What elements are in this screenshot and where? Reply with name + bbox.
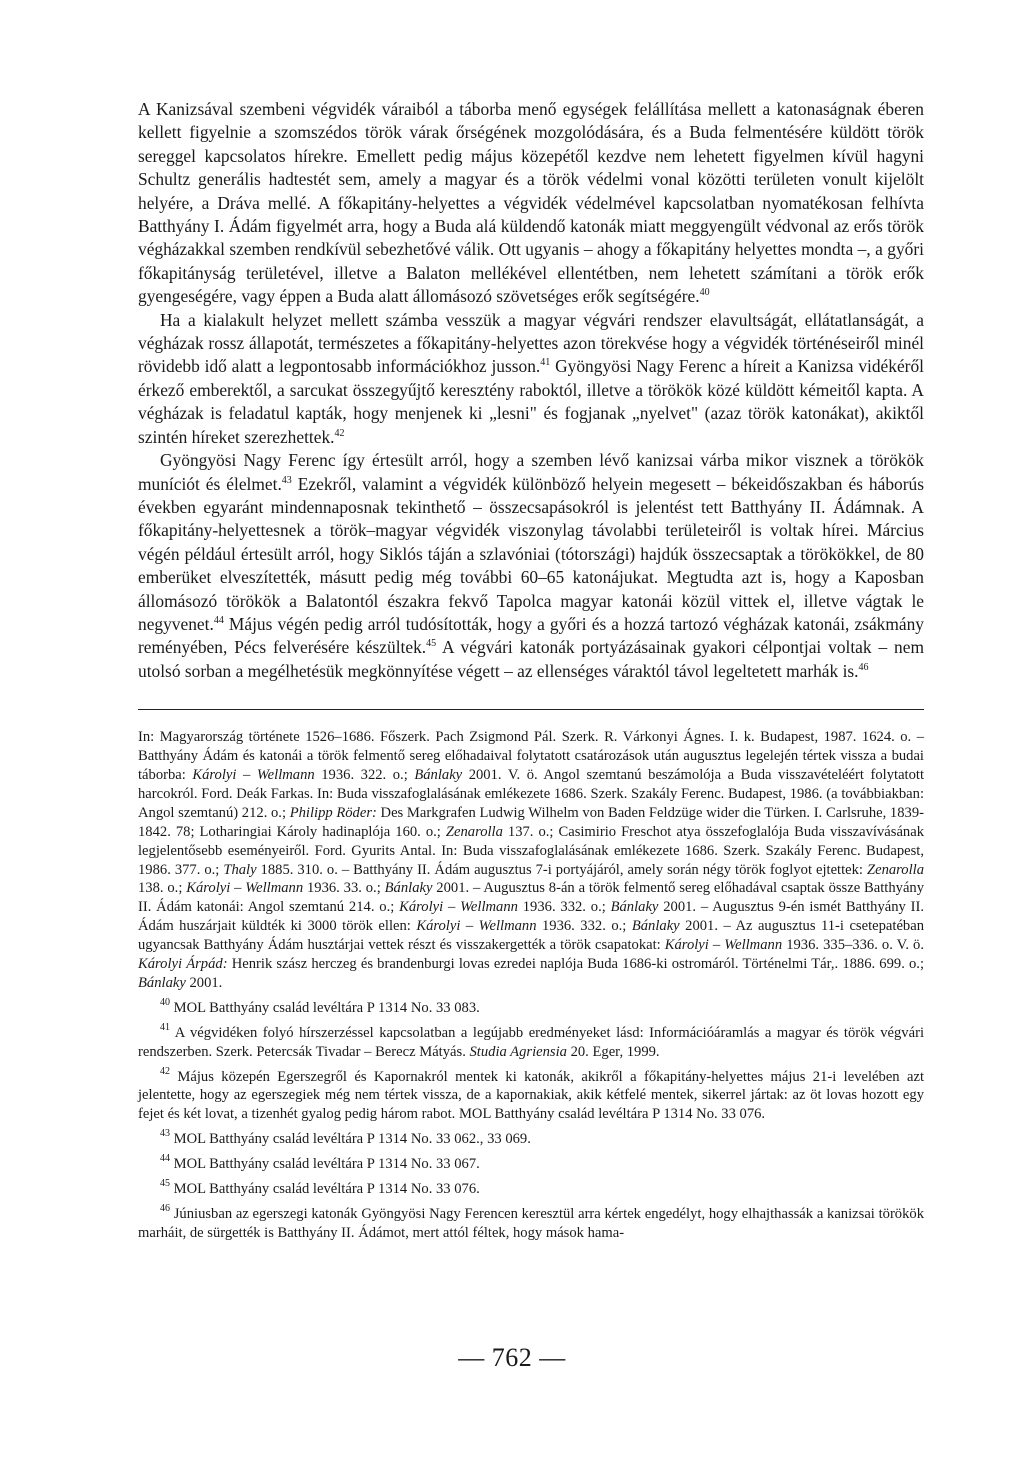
footnote-number: 44 xyxy=(160,1153,170,1165)
text-run: Júniusban az egerszegi katonák Gyöngyösi Nagy Ferencen keresztül arra kértek engedélyt, hogy elhajthassák a kanizsai törökök marháit, de sürgették is Batthyány II. Ádámot, mert attól féltek, hogy mások hama- xyxy=(138,1206,924,1241)
italic-run: Bánlaky xyxy=(384,880,433,897)
text-run: Ezekről, valamint a végvidék különböző helyein megesett – békeidőszakban és háborús években egyaránt mindennaposnak tekinthető – összecsapásokról is jelentést tett Batthyány II. Ádámnak. A főkapitány-helyettesnek a török–magyar végvidék viszonylag távolabbi területeiről is voltak hírei. Március végén például értesült arról, hogy Siklós táján a szlavóniai (tótországi) hajdúk összecsaptak a törökökkel, de 80 emberüket elveszítették, másutt pedig még további 60–65 katonájukat. Megtudta azt is, hogy a Kaposban állomásozó törökök a Balatontól északra fekvő Tapolca magyar katonái közül vittek el, illetve vágtak le negyvenet. xyxy=(138,473,924,634)
text-run: 1936. 332. o.; xyxy=(517,899,611,916)
footnote xyxy=(138,1021,924,1062)
italic-run: Bánlaky xyxy=(631,918,680,935)
footnote-text xyxy=(170,1156,480,1172)
italic-run: Bánlaky xyxy=(610,899,659,916)
footnote-number: 45 xyxy=(160,1178,170,1190)
footnote xyxy=(138,1130,924,1149)
footnote-text xyxy=(138,1069,924,1123)
text-run: 2001. – Az augusztus 11-i csetepatéban ugyancsak Batthyány Ádám husztárjai vettek részt és visszakergették a török csapatokat: xyxy=(138,918,924,954)
footnote-reference: 45 xyxy=(426,638,437,650)
italic-run: Károlyi Árpád: xyxy=(138,956,228,973)
italic-run: Thaly xyxy=(223,861,257,878)
italic-run: Studia Agriensia xyxy=(469,1043,567,1060)
footnote-reference: 42 xyxy=(334,427,345,439)
footnote-reference: 43 xyxy=(281,474,292,486)
footnote-number: 42 xyxy=(160,1065,170,1077)
italic-run: Philipp Röder: xyxy=(289,804,377,821)
text-run: 2001. – Augusztus 8-án a török felmentő sereg előhadával csaptak össze Batthyány II. Ádám katonái: Angol szemtanú 214. o.; xyxy=(138,880,925,916)
italic-run: Károlyi – Wellmann xyxy=(399,899,518,916)
footnote-text xyxy=(138,1025,924,1060)
footnote-number: 40 xyxy=(160,996,170,1008)
footnote-number: 43 xyxy=(160,1128,170,1140)
italic-run: Károlyi – Wellmann xyxy=(192,766,315,783)
footnote-text xyxy=(170,1131,531,1147)
footnote-text xyxy=(170,1000,480,1016)
text-run: MOL Batthyány család levéltára P 1314 No. 33 062., 33 069. xyxy=(170,1131,531,1148)
footnote-reference: 46 xyxy=(858,661,869,673)
italic-run: Bánlaky xyxy=(414,766,463,783)
italic-run: Károlyi – Wellmann xyxy=(416,918,537,935)
text-run: 1885. 310. o. – Batthyány II. Ádám augusztus 7-i portyájáról, amely során négy török foglyot ejtettek: xyxy=(256,861,867,878)
text-run: 1936. 332. o.; xyxy=(536,918,632,935)
italic-run: Zenarolla xyxy=(866,861,924,878)
text-run: 2001. xyxy=(185,974,223,991)
page-number: — 762 — xyxy=(458,1343,566,1372)
footnote xyxy=(138,996,924,1018)
italic-run: Károlyi – Wellmann xyxy=(186,880,304,897)
footnote xyxy=(138,1180,924,1199)
text-run: Des Markgrafen Ludwig Wilhelm von Baden Feldzüge wider die Türken. I. Carlsruhe, 1839-1842. 78; Lotharingiai Károly hadinaplója 160. o.; xyxy=(138,804,924,840)
text-run: 2001. – Augusztus 9-én ismét Batthyány II. Ádám huszárjait küldték ki 3000 török ellen: xyxy=(138,899,924,935)
italic-run: Károlyi – Wellmann xyxy=(664,937,783,954)
text-run: 1936. 33. o.; xyxy=(303,880,385,897)
text-run: 138. o.; xyxy=(138,880,187,897)
footnote-reference: 44 xyxy=(213,614,224,626)
text-run: Május végén pedig arról tudósították, hogy a győri és a hozzá tartozó végházak katonái, zsákmány reményében, Pécs felverésére készültek. xyxy=(138,613,924,658)
text-run: 1936. 335–336. o. V. ö. xyxy=(782,937,924,954)
footnote-text xyxy=(138,1206,924,1241)
text-run: 137. o.; Casimirio Freschot atya összefoglalója Buda visszavívásának legjelentősebb eseményeiről. Ford. Gyurits Antal. In: Buda visszafoglalásának emlékezete 1686. Szerk. Szakály Ferenc. Budapest, 1986. 377. o.; xyxy=(138,823,924,878)
text-run: A végvidéken folyó hírszerzéssel kapcsolatban a legújabb eredményeket lásd: Információáramlás a magyar és török végvári rendszerben. Szerk. Petercsák Tivadar – Berecz Mátyás. xyxy=(138,1024,924,1060)
footnotes xyxy=(138,728,924,1243)
paragraph xyxy=(138,98,924,309)
text-run: MOL Batthyány család levéltára P 1314 No. 33 067. xyxy=(170,1156,480,1173)
text-run: A Kanizsával szembeni végvidék váraiból a táborba menő egységek felállítása mellett a katonaságnak éberen kellett figyelnie a szomszédos török várak őrségének mozgolódására, és a Buda felmentésére küldött török sereggel kapcsolatos hírekre. Emellett pedig május közepétől kezdve nem lehetett figyelmen kívül hagyni Schultz generális hadtestét sem, amely a magyar és a török védelmi vonal közötti területen vonult kijelölt helyére, a Dráva mellé. A főkapitány-helyettes a végvidék védelmével kapcsolatban nyomatékosan felhívta Batthyány I. Ádám figyelmét arra, hogy a Buda alá küldendő katonák miatt meggyengült védvonal az erős török végházakkal szemben rendkívül sebezhetővé válik. Ott ugyanis – ahogy a főkapitány helyettes mondta –, a győri főkapitányság területével, illetve a Balaton mellékével ellentétben, nem lehetett számítani a török erők gyengeségére, vagy éppen a Buda alatt állomásozó szövetséges erők segítségére. xyxy=(138,99,924,307)
footnote xyxy=(138,1205,924,1243)
footnote-reference: 40 xyxy=(699,287,710,299)
text-run: 20. Eger, 1999. xyxy=(566,1043,660,1060)
paragraph xyxy=(138,309,924,449)
page-content xyxy=(138,98,924,1243)
text-run: Május közepén Egerszegről és Kapornakról mentek ki katonák, akikről a főkapitány-helyettes május 21-i levelében azt jelentette, hogy az egerszegiek még nem tértek vissza, de a kapornakiak, akik kétfelé mentek, sikerrel jártak: az öt lovas hozott egy fejet és két lovat, a tizenhét gyalog pedig három rabot. MOL Batthyány család levéltára P 1314 No. 33 076. xyxy=(138,1068,924,1123)
text-run: 1936. 322. o.; xyxy=(314,766,415,783)
footnote xyxy=(138,1155,924,1174)
text-run: Gyöngyösi Nagy Ferenc így értesült arról, hogy a szemben lévő kanizsai várba mikor visznek a törökök muníciót és élelmet. xyxy=(138,450,924,494)
footnote xyxy=(138,1065,924,1125)
footnote-text xyxy=(170,1181,480,1197)
italic-run: Zenarolla xyxy=(445,823,503,840)
footnote-number: 46 xyxy=(160,1203,170,1214)
text-run: Ha a kialakult helyzet mellett számba vesszük a magyar végvári rendszer elavultságát, ellátatlanságát, a végházak rossz állapotát, természetes a főkapitány-helyettes azon törekvése hogy a végvidék történéseiről minél rövidebb idő alatt a legpontosabb információkhoz jusson. xyxy=(138,309,924,377)
text-run: 2001. V. ö. Angol szemtanú beszámolója a Buda visszavételéért folytatott harcokról. Ford. Deák Farkas. In: Buda visszafoglalásának emlékezete 1686. Szerk. Szakály Ferenc. Budapest, 1986. (a továbbiakban: Angol szemtanú) 212. o.; xyxy=(138,766,925,821)
text-run: Gyöngyösi Nagy Ferenc a híreit a Kanizsa vidékéről érkező emberektől, a sarcukat összegyűjtő keresztény raboktól, illetve a törökök közé küldött kémeitől kapta. A végházak is feladatul kapták, hogy menjenek ki „lesni" és fogjanak „nyelvet" (azaz török katonákat), akiktől szintén híreket szerezhettek. xyxy=(138,356,925,447)
body-text xyxy=(138,98,924,683)
italic-run: Bánlaky xyxy=(138,974,186,991)
text-run: A végvári katonák portyázásainak gyakori célpontjai voltak – nem utolsó sorban a megélhetésük megkönnyítése végett – az ellenséges váraktól távol legeltetett marhák is. xyxy=(138,637,924,681)
text-run: In: Magyarország története 1526–1686. Főszerk. Pach Zsigmond Pál. Szerk. R. Várkonyi Ágnes. I. k. Budapest, 1987. 1624. o. – Batthyány Ádám és katonái a török felmentő sereg előhadaival folytatott csatározások után augusztus legelején tértek vissza a budai táborba: xyxy=(138,729,924,783)
text-run: MOL Batthyány család levéltára P 1314 No. 33 083. xyxy=(170,999,480,1016)
footnote-continuation xyxy=(138,728,924,993)
footnote-number: 41 xyxy=(160,1021,170,1033)
footnote-reference: 41 xyxy=(540,357,551,369)
text-run: MOL Batthyány család levéltára P 1314 No. 33 076. xyxy=(170,1181,480,1198)
paragraph xyxy=(138,449,924,683)
text-run: Henrik szász herczeg és brandenburgi lovas ezredei naplója Buda 1686-ki ostromáról. Történelmi Tár,. 1886. 699. o.; xyxy=(227,956,925,973)
footnote-separator xyxy=(138,709,924,710)
